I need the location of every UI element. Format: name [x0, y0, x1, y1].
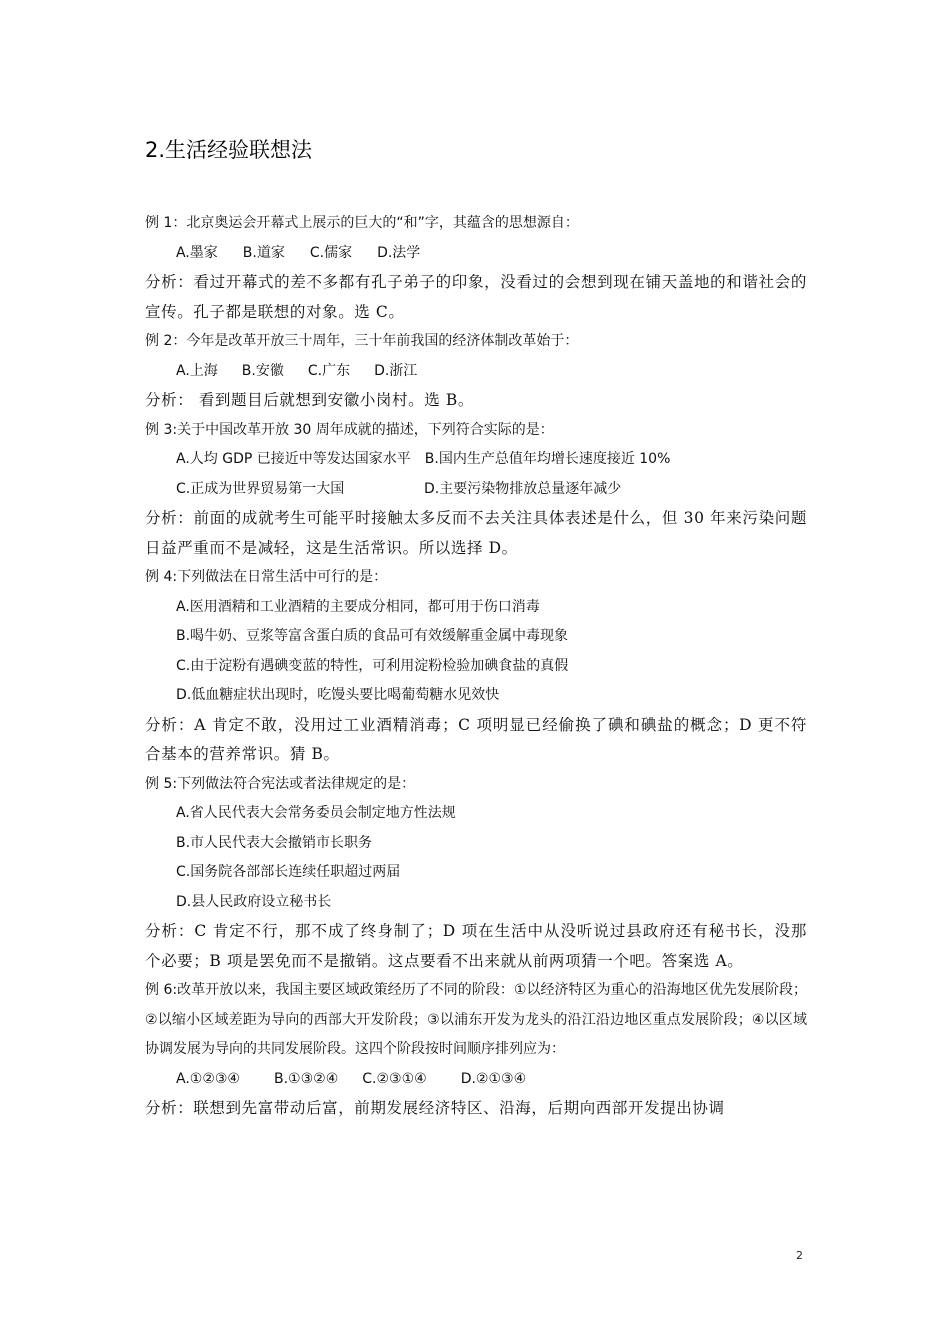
example-1-analysis: 分析：看过开幕式的差不多都有孔子弟子的印象，没看过的会想到现在铺天盖地的和谐社会的宣传。孔子都是联想的对象。选 C。	[145, 273, 807, 321]
option-b: B.安徽	[241, 362, 284, 379]
example-2-options	[145, 357, 807, 387]
option-d: D.县人民政府设立秘书长	[176, 893, 332, 910]
example-4-analysis: 分析：A 肯定不敢，没用过工业酒精消毒；C 项明显已经偷换了碘和碘盐的概念；D 更不符合基本的营养常识。猜 B。	[145, 715, 807, 763]
option-a: A.医用酒精和工业酒精的主要成分相同，都可用于伤口消毒	[176, 598, 540, 615]
example-3-options-row2	[145, 475, 807, 505]
option-b: B.喝牛奶、豆浆等富含蛋白质的食品可有效缓解重金属中毒现象	[176, 628, 569, 644]
option-d: D.主要污染物排放总量逐年减少	[424, 480, 622, 497]
option-c: C.国务院各部部长连续任职超过两届	[176, 864, 401, 880]
option-b: B.市人民代表大会撤销市长职务	[176, 834, 373, 851]
option-a: A.墨家	[176, 244, 218, 261]
option-c: C.广东	[307, 362, 351, 379]
option-c: C.由于淀粉有遇碘变蓝的特性，可利用淀粉检验加碘食盐的真假	[176, 657, 569, 674]
page-number: 2	[796, 1249, 803, 1262]
section-title: 2.生活经验联想法	[145, 138, 313, 162]
example-3-question: 例 3:关于中国改革开放 30 周年成就的描述，下列符合实际的是：	[145, 421, 554, 438]
example-5-question: 例 5:下列做法符合宪法或者法律规定的是：	[145, 775, 416, 792]
option-a: A.人均 GDP 已接近中等发达国家水平	[176, 451, 411, 467]
option-a: A.省人民代表大会常务委员会制定地方性法规	[176, 805, 456, 821]
example-5-analysis: 分析：C 肯定不行，那不成了终身制了；D 项在生活中从没听说过县政府还有秘书长，没那个必要；B 项是罢免而不是撤销。这点要看不出来就从前两项猜一个吧。答案选 A。	[145, 922, 807, 970]
option-a: A.上海	[176, 362, 218, 379]
option-d: D.②①③④	[460, 1070, 527, 1087]
example-6-analysis: 分析：联想到先富带动后富，前期发展经济特区、沿海，后期向西部开发提出协调	[145, 1099, 725, 1117]
example-4-question: 例 4:下列做法在日常生活中可行的是：	[145, 569, 388, 585]
example-3-analysis: 分析：前面的成就考生可能平时接触太多反而不去关注具体表述是什么，但 30 年来污染问题日益严重而不是减轻，这是生活常识。所以选择 D。	[145, 509, 807, 557]
example-2-question: 例 2：今年是改革开放三十周年，三十年前我国的经济体制改革始于：	[145, 333, 579, 349]
option-b: B.①③②④	[273, 1070, 339, 1087]
example-1-question: 例 1：北京奥运会开幕式上展示的巨大的“和”字，其蕴含的思想源自：	[145, 215, 579, 231]
example-1-options	[145, 239, 807, 269]
example-2-analysis: 分析： 看到题目后就想到安徽小岗村。选 B。	[145, 391, 474, 409]
option-c: C.正成为世界贸易第一大国	[176, 480, 345, 497]
option-b: B.道家	[242, 244, 285, 261]
option-c: C.儒家	[309, 244, 353, 261]
document-body	[145, 209, 807, 1124]
option-a: A.①②③④	[176, 1070, 240, 1087]
example-3-options-row1	[145, 445, 807, 475]
option-c: C.②③①④	[362, 1070, 427, 1087]
example-6-question: 例 6:改革开放以来，我国主要区域政策经历了不同的阶段：①以经济特区为重心的沿海地区优先发展阶段；②以缩小区域差距为导向的西部大开发阶段；③以浦东开发为龙头的沿江沿边地区重点发展阶段；④以区域协调发展为导向的共同发展阶段。这四个阶段按时间顺序排列应为：	[145, 982, 807, 1057]
option-d: D.浙江	[374, 362, 418, 379]
option-d: D.低血糖症状出现时，吃馒头要比喝葡萄糖水见效快	[176, 687, 500, 703]
option-b: B.国内生产总值年均增长速度接近 10%	[424, 451, 671, 467]
option-d: D.法学	[377, 244, 421, 261]
example-6-options	[145, 1065, 807, 1095]
